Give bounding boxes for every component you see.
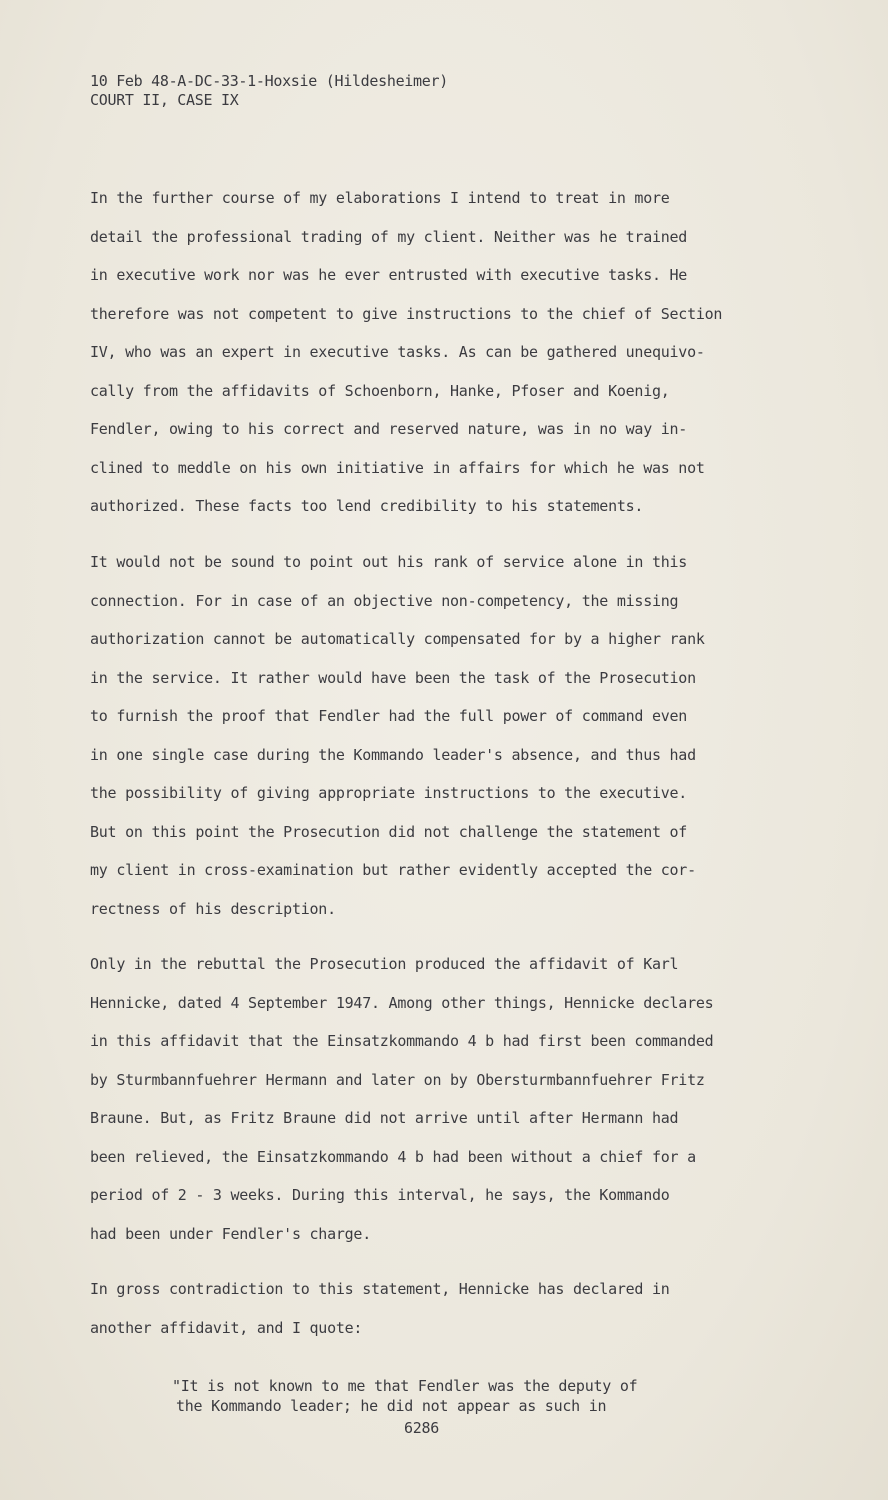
header-reference: 10 Feb 48-A-DC-33-1-Hoxsie (Hildesheimer): [90, 72, 448, 90]
paragraph-1: [90, 179, 790, 526]
text-line: Braune. But, as Fritz Braune did not arrive until after Hermann had: [90, 1109, 679, 1127]
text-line: connection. For in case of an objective non-competency, the missing: [90, 591, 679, 610]
text-line: cally from the affidavits of Schoenborn, Hanke, Pfoser and Koenig,: [90, 381, 670, 400]
text-line: the possibility of giving appropriate instructions to the executive.: [90, 784, 688, 802]
text-line: clined to meddle on his own initiative in affairs for which he was not: [90, 458, 705, 477]
text-line: period of 2 - 3 weeks. During this interval, he says, the Kommando: [90, 1186, 670, 1204]
text-line: In gross contradiction to this statement, Hennicke has declared in: [90, 1280, 670, 1298]
document-header: [90, 72, 448, 110]
text-line: detail the professional trading of my client. Neither was he trained: [90, 227, 688, 246]
text-line: therefore was not competent to give instructions to the chief of Section: [90, 304, 723, 323]
text-line: authorization cannot be automatically compensated for by a higher rank: [90, 630, 705, 648]
quote-line: "It is not known to me that Fendler was the deputy of: [172, 1377, 638, 1395]
text-line: in executive work nor was he ever entrusted with executive tasks. He: [90, 266, 688, 284]
text-line: in one single case during the Kommando leader's absence, and thus had: [90, 745, 696, 764]
text-line: been relieved, the Einsatzkommando 4 b had been without a chief for a: [90, 1147, 696, 1166]
header-court-case: COURT II, CASE IX: [90, 91, 239, 109]
text-line: in the service. It rather would have been the task of the Prosecution: [90, 668, 696, 687]
text-line: But on this point the Prosecution did not challenge the statement of: [90, 822, 688, 841]
text-line: Only in the rebuttal the Prosecution produced the affidavit of Karl: [90, 955, 679, 973]
text-line: rectness of his description.: [90, 899, 336, 918]
text-line: It would not be sound to point out his rank of service alone in this: [90, 553, 688, 571]
text-line: Hennicke, dated 4 September 1947. Among other things, Hennicke declares: [90, 993, 714, 1012]
paragraph-2: [90, 543, 790, 928]
text-line: by Sturmbannfuehrer Hermann and later on by Obersturmbannfuehrer Fritz: [90, 1070, 705, 1089]
text-line: had been under Fendler's charge.: [90, 1224, 371, 1243]
block-quote: [172, 1376, 637, 1416]
text-line: In the further course of my elaborations I intend to treat in more: [90, 189, 670, 207]
text-line: authorized. These facts too lend credibility to his statements.: [90, 497, 644, 515]
text-line: in this affidavit that the Einsatzkommando 4 b had first been commanded: [90, 1032, 714, 1050]
text-line: my client in cross-examination but rather evidently accepted the cor-: [90, 861, 696, 879]
paragraph-4: [90, 1270, 790, 1347]
text-line: IV, who was an expert in executive tasks. As can be gathered unequivo-: [90, 343, 705, 361]
quote-line: the Kommando leader; he did not appear as such in: [176, 1397, 607, 1415]
text-line: another affidavit, and I quote:: [90, 1318, 363, 1337]
text-line: Fendler, owing to his correct and reserved nature, was in no way in-: [90, 420, 688, 438]
page-number: 6286: [404, 1419, 439, 1437]
text-line: to furnish the proof that Fendler had the full power of command even: [90, 707, 688, 725]
paragraph-3: [90, 945, 790, 1253]
